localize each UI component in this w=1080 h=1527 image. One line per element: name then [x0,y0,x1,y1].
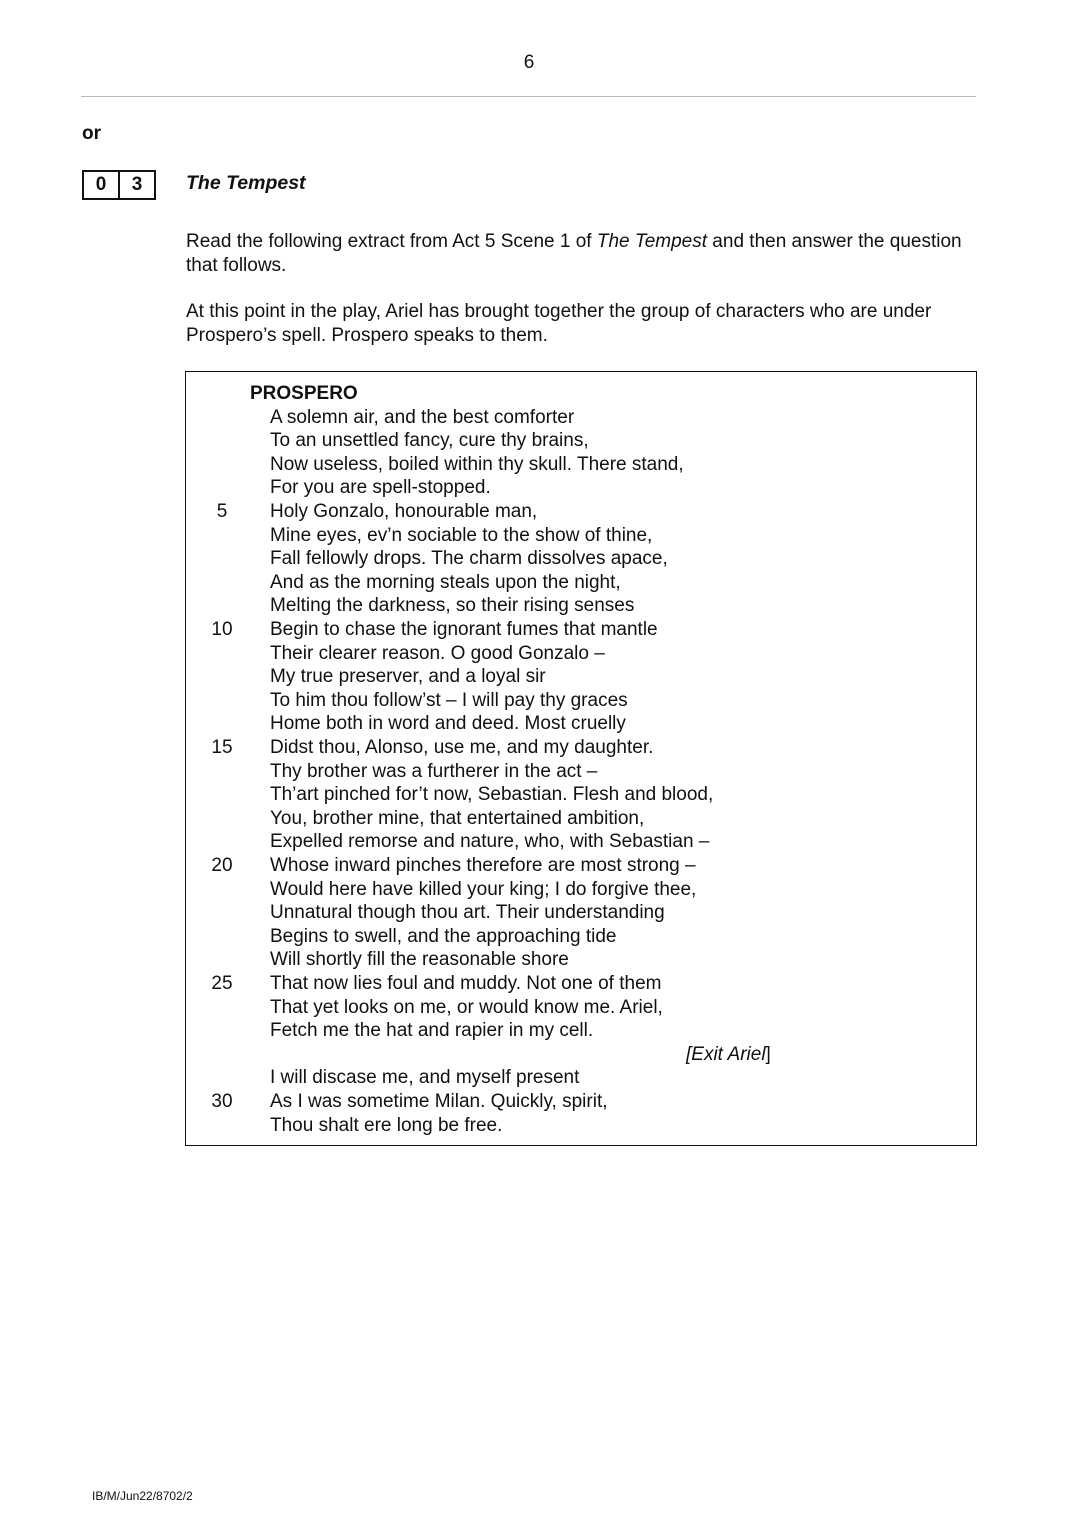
extract-box [185,371,977,1146]
line-text: Begin to chase the ignorant fumes that mantle [270,619,658,640]
line-number: 10 [211,619,233,640]
or-label: or [82,123,101,144]
stage-direction: [Exit Ariel] [686,1043,771,1065]
line-text: Unnatural though thou art. Their understanding [270,902,665,924]
line-text: Fall fellowly drops. The charm dissolves apace, [270,548,668,570]
line-text: My true preserver, and a loyal sir [270,666,546,688]
page-number: 6 [523,52,535,73]
intro-text: and then answer the question that follows. [186,231,962,276]
line-number: 30 [211,1091,233,1112]
line-text: And as the morning steals upon the night, [270,571,621,593]
intro-paragraph [186,230,986,278]
header-divider [81,96,976,97]
line-text: Their clearer reason. O good Gonzalo – [270,642,605,664]
line-text: That yet looks on me, or would know me. Ariel, [270,996,663,1018]
line-text: Thy brother was a furtherer in the act – [270,760,598,782]
question-digit: 3 [118,172,154,198]
context-paragraph: At this point in the play, Ariel has brought together the group of characters who are under Prospero’s spell. Prospero speaks to them. [186,301,932,346]
line-text: Home both in word and deed. Most cruelly [270,713,626,735]
line-text: Th’art pinched for’t now, Sebastian. Flesh and blood, [270,784,714,806]
line-text: Expelled remorse and nature, who, with Sebastian – [270,831,710,853]
line-text: Would here have killed your king; I do forgive thee, [270,878,697,900]
line-text: To an unsettled fancy, cure thy brains, [270,430,589,452]
play-title: The Tempest [596,231,708,252]
line-text: Fetch me the hat and rapier in my cell. [270,1020,594,1042]
line-number: 15 [211,737,233,758]
line-text: Now useless, boiled within thy skull. There stand, [270,453,684,475]
line-text: Holy Gonzalo, honourable man, [270,501,538,522]
line-text: You, brother mine, that entertained ambition, [270,807,645,829]
line-number: 5 [216,501,228,522]
footer-code: IB/M/Jun22/8702/2 [92,1489,193,1503]
line-text: Didst thou, Alonso, use me, and my daughter. [270,737,654,758]
speaker-name: PROSPERO [250,383,358,404]
line-text: As I was sometime Milan. Quickly, spirit, [270,1091,608,1112]
line-text: A solemn air, and the best comforter [270,406,575,428]
line-text: To him thou follow’st – I will pay thy graces [270,689,628,711]
stage-direction-text: Exit Ariel [691,1043,766,1065]
line-text: I will discase me, and myself present [270,1067,580,1089]
line-text: Thou shalt ere long be free. [270,1114,503,1136]
line-text: Will shortly fill the reasonable shore [270,949,569,971]
line-number: 25 [211,973,233,994]
question-title: The Tempest [186,172,306,194]
line-number: 20 [211,855,233,876]
question-number-box [82,170,156,200]
line-text: Begins to swell, and the approaching tide [270,925,617,947]
line-text: For you are spell-stopped. [270,477,491,499]
line-text: That now lies foul and muddy. Not one of them [270,973,662,994]
intro-text: Read the following extract from Act 5 Scene 1 of [186,231,597,252]
line-text: Melting the darkness, so their rising senses [270,595,635,617]
question-digit: 0 [95,174,107,195]
line-text: Mine eyes, ev’n sociable to the show of thine, [270,524,653,546]
line-text: Whose inward pinches therefore are most strong – [270,855,696,876]
